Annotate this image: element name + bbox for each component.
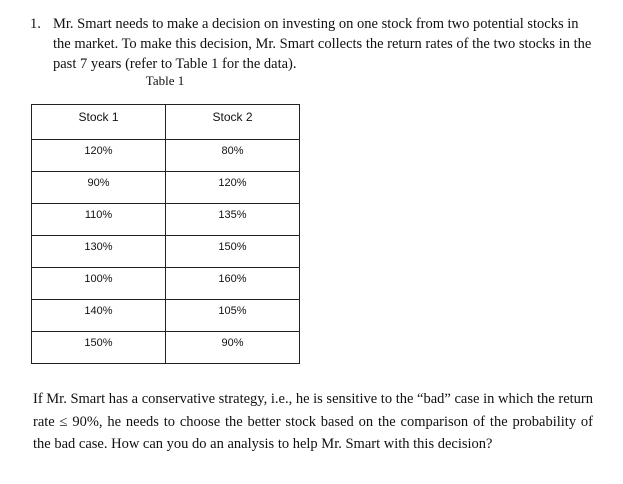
table-cell-stock-2: 105%: [166, 300, 300, 332]
table-row: [32, 332, 300, 364]
table-cell-stock-2: 135%: [166, 204, 300, 236]
table-header-row: [32, 105, 300, 140]
table-cell-stock-1: 100%: [32, 268, 166, 300]
header-stock-2: Stock 2: [166, 105, 300, 140]
table-row: [32, 204, 300, 236]
table-cell-stock-1: 90%: [32, 172, 166, 204]
table-row: [32, 172, 300, 204]
question-text: Mr. Smart needs to make a decision on investing on one stock from two potential stocks in the market. To make this decision, Mr. Smart collects the return rates of the two stocks in the past 7 years (refer to Table 1 for the data).: [53, 16, 592, 72]
table-caption-text: Table 1: [145, 73, 185, 88]
table-caption: [0, 73, 330, 89]
return-rates-table: [31, 104, 300, 364]
analysis-question: If Mr. Smart has a conservative strategy, i.e., he is sensitive to the “bad” case in which the return rate ≤ 90%, he needs to choose the better stock based on the comparison of the probability of the bad case. How can you do an analysis to help Mr. Smart with this decision?: [33, 391, 593, 452]
question-number: 1.: [30, 16, 41, 32]
table-cell-stock-2: 90%: [166, 332, 300, 364]
table-cell-stock-2: 150%: [166, 236, 300, 268]
table-cell-stock-2: 160%: [166, 268, 300, 300]
table-cell-stock-2: 80%: [166, 140, 300, 172]
table-cell-stock-1: 140%: [32, 300, 166, 332]
header-stock-1: Stock 1: [32, 105, 166, 140]
table-row: [32, 268, 300, 300]
table-cell-stock-1: 130%: [32, 236, 166, 268]
table-cell-stock-2: 120%: [166, 172, 300, 204]
table-cell-stock-1: 110%: [32, 204, 166, 236]
table-row: [32, 140, 300, 172]
table-row: [32, 236, 300, 268]
table-cell-stock-1: 120%: [32, 140, 166, 172]
table-row: [32, 300, 300, 332]
table-cell-stock-1: 150%: [32, 332, 166, 364]
